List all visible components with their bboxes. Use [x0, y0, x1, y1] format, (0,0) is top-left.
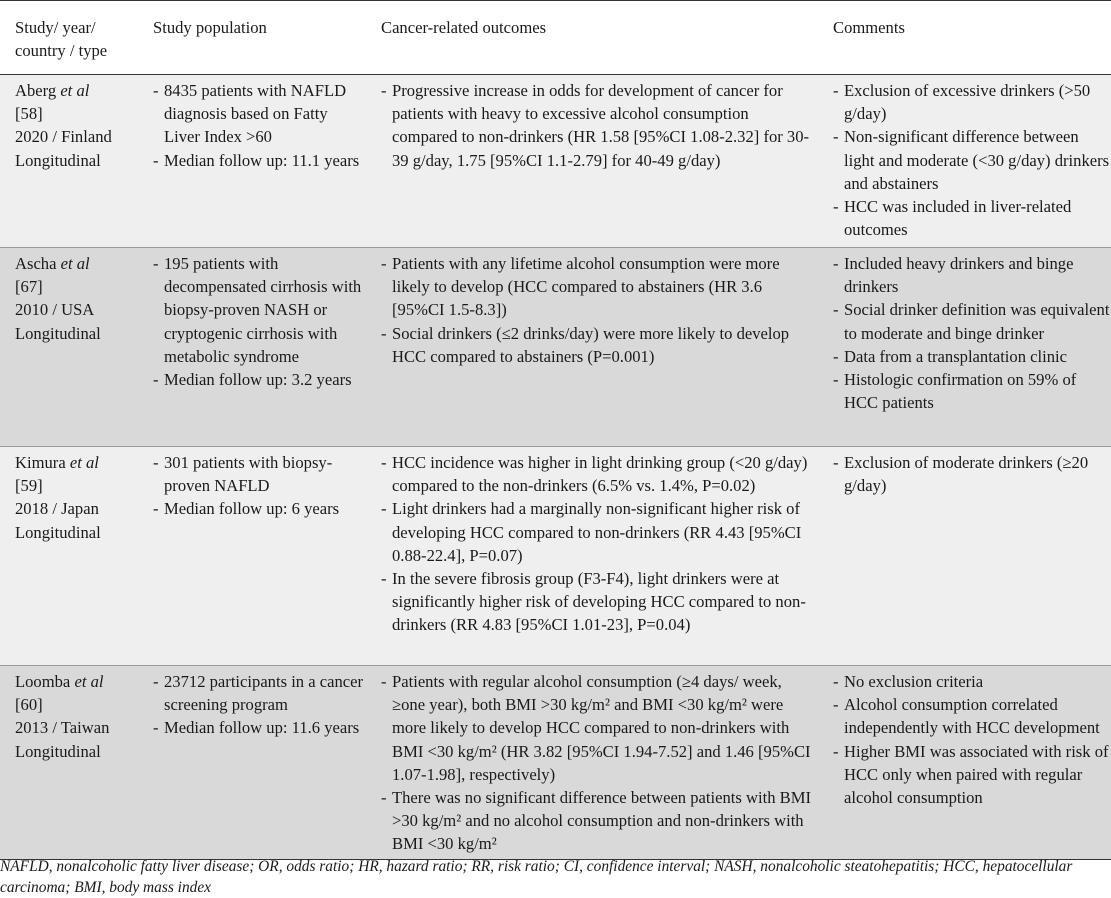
study-author: Aberg [15, 81, 57, 100]
list-item: - Median follow up: 6 years [153, 497, 366, 520]
list-item: - 8435 patients with NAFLD diagnosis based on Fatty Liver Index >60 [153, 79, 366, 149]
study-ref: [59] [15, 476, 43, 496]
table-row [0, 666, 1111, 860]
header-comments: Comments [833, 18, 905, 37]
study-type: Longitudinal [15, 522, 101, 542]
study-author: Ascha [15, 254, 57, 273]
list-item: - Patients with any lifetime alcohol consumption were more likely to develop (HCC compared to abstainers (HR 3.6 [95%CI 1.5-8.3]) [381, 252, 818, 322]
list-item: - HCC incidence was higher in light drinking group (<20 g/day) compared to the non-drinkers (6.5% vs. 1.4%, P=0.02) [381, 451, 818, 497]
list-item: - Histologic confirmation on 59% of HCC patients [833, 368, 1111, 414]
list-item: - Patients with regular alcohol consumption (≥4 days/ week, ≥one year), both BMI >30 kg/m² and BMI <30 kg/m² were more likely to develop HCC compared to non-drinkers with BMI <30 kg/m² (HR 3.82 [95%CI 1.94-7.52] and 1.46 [95%CI 1.07-1.98], respectively) [381, 670, 818, 786]
header-outcomes: Cancer-related outcomes [381, 18, 547, 37]
table-row [0, 248, 1111, 447]
list-item: - Exclusion of moderate drinkers (≥20 g/day) [833, 451, 1111, 497]
table-footnote: NAFLD, nonalcoholic fatty liver disease; OR, odds ratio; HR, hazard ratio; RR, risk ratio; CI, confidence interval; NASH, nonalcoholic steatohepatitis; HCC, hepatocellular carcinoma; BMI, body mass index [0, 858, 1073, 896]
population-cell [138, 447, 366, 665]
list-item: - Social drinkers (≤2 drinks/day) were more likely to develop HCC compared to abstainers (P=0.001) [381, 322, 818, 368]
study-author: Kimura [15, 453, 66, 472]
list-item: - 23712 participants in a cancer screening program [153, 670, 366, 716]
study-cell [0, 666, 138, 859]
study-type: Longitudinal [15, 323, 101, 343]
study-year-country: 2018 / Japan [15, 499, 99, 519]
study-etal: et al [65, 453, 99, 472]
list-item: - Median follow up: 3.2 years [153, 368, 366, 391]
list-item: - Light drinkers had a marginally non-significant higher risk of developing HCC compared to non-drinkers (RR 4.43 [95%CI 0.88-22.4], P=0.07) [381, 497, 818, 567]
comments-cell [818, 248, 1111, 446]
study-type: Longitudinal [15, 741, 101, 761]
study-year-country: 2013 / Taiwan [15, 718, 110, 738]
study-year-country: 2020 / Finland [15, 127, 112, 147]
table-header [0, 0, 1111, 75]
study-author: Loomba [15, 672, 71, 691]
table-row [0, 447, 1111, 666]
outcomes-cell [366, 248, 818, 446]
study-cell [0, 447, 138, 665]
study-etal: et al [70, 672, 104, 691]
list-item: - HCC was included in liver-related outcomes [833, 195, 1111, 241]
list-item: - Progressive increase in odds for development of cancer for patients with heavy to excessive alcohol consumption compared to non-drinkers (HR 1.58 [95%CI 1.08-2.32] for 30-39 g/day, 1.75 [95%CI 1.1-2.79] for 40-49 g/day) [381, 79, 818, 172]
list-item: - 195 patients with decompensated cirrhosis with biopsy-proven NASH or cryptogenic cirrhosis with metabolic syndrome [153, 252, 366, 368]
outcomes-cell [366, 75, 818, 247]
header-population: Study population [153, 18, 267, 37]
outcomes-cell [366, 666, 818, 859]
comments-cell [818, 75, 1111, 247]
table-row [0, 75, 1111, 248]
population-cell [138, 666, 366, 859]
study-ref: [58] [15, 104, 43, 124]
list-item: - 301 patients with biopsy-proven NAFLD [153, 451, 366, 497]
study-type: Longitudinal [15, 150, 101, 170]
comments-cell [818, 666, 1111, 859]
list-item: - There was no significant difference between patients with BMI >30 kg/m² and no alcohol consumption and non-drinkers with BMI <30 kg/m² [381, 786, 818, 856]
header-study: Study/ year/ country / type [15, 18, 108, 61]
population-cell [138, 248, 366, 446]
list-item: - Median follow up: 11.6 years [153, 716, 366, 739]
outcomes-cell [366, 447, 818, 665]
list-item: - Data from a transplantation clinic [833, 345, 1111, 368]
study-etal: et al [56, 254, 90, 273]
population-cell [138, 75, 366, 247]
list-item: - In the severe fibrosis group (F3-F4), light drinkers were at significantly higher risk of developing HCC compared to non-drinkers (RR 4.83 [95%CI 1.01-23], P=0.04) [381, 567, 818, 637]
study-year-country: 2010 / USA [15, 300, 95, 320]
list-item: - Alcohol consumption correlated independently with HCC development [833, 693, 1111, 739]
study-ref: [60] [15, 695, 43, 715]
study-cell [0, 75, 138, 247]
list-item: - Exclusion of excessive drinkers (>50 g/day) [833, 79, 1111, 125]
list-item: - Included heavy drinkers and binge drinkers [833, 252, 1111, 298]
list-item: - Non-significant difference between light and moderate (<30 g/day) drinkers and abstainers [833, 125, 1111, 195]
list-item: - Social drinker definition was equivalent to moderate and binge drinker [833, 298, 1111, 344]
study-etal: et al [56, 81, 90, 100]
list-item: - No exclusion criteria [833, 670, 1111, 693]
list-item: - Median follow up: 11.1 years [153, 149, 366, 172]
list-item: - Higher BMI was associated with risk of HCC only when paired with regular alcohol consumption [833, 740, 1111, 810]
comments-cell [818, 447, 1111, 665]
study-ref: [67] [15, 277, 43, 297]
study-cell [0, 248, 138, 446]
